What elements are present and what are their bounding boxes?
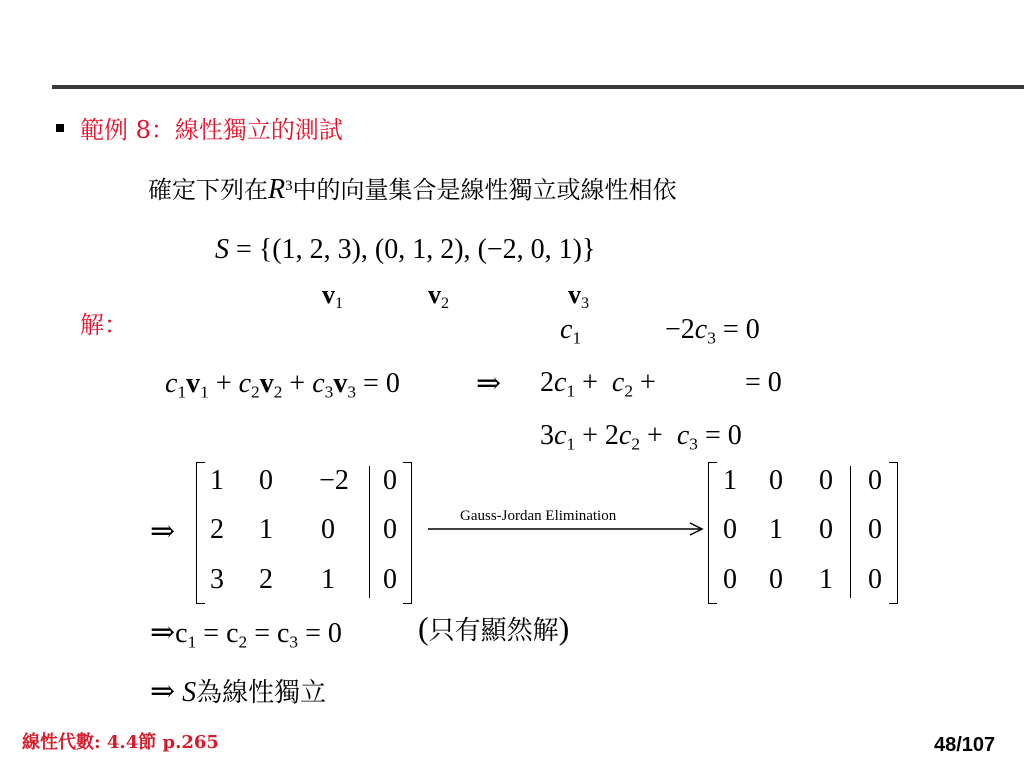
footer-page-number: 48/107	[934, 734, 996, 756]
matrix-cell: 0	[723, 514, 737, 545]
matrix-cell: 0	[868, 564, 882, 595]
matrix-cell: 0	[819, 514, 833, 545]
matrix-cell: 1	[259, 514, 273, 545]
matrix-cell: 0	[383, 465, 397, 496]
prompt-before: 確定下列在	[148, 176, 268, 204]
set-var: S	[215, 234, 229, 265]
set-eq-sign: =	[236, 234, 252, 265]
matrix-cell: 1	[321, 564, 335, 595]
footer-course-reference: 線性代數: 4.4節 p.265	[22, 732, 219, 753]
matrix-cell: 0	[819, 465, 833, 496]
augment-divider	[850, 466, 851, 598]
matrix-cell: 0	[383, 564, 397, 595]
matrix-cell: 0	[769, 465, 783, 496]
matrix-cell: 3	[210, 564, 224, 595]
system-row-2: $2c_1 + c_2$ +	[540, 367, 656, 401]
conclusion-independent: ⇒ S為線性獨立	[150, 675, 327, 708]
implies-arrow-2: ⇒	[150, 515, 176, 548]
conclusion-trivial: $\Rightarrow c_1 = c_2 = c_3 = 0$	[150, 616, 342, 652]
prompt-var: R	[268, 174, 286, 205]
set-equation	[215, 234, 595, 266]
matrix-cell: 1	[819, 564, 833, 595]
trivial-note: (只有顯然解)	[418, 610, 570, 646]
vector-label-3: $v_3$	[568, 280, 590, 313]
matrix-cell: 1	[723, 465, 737, 496]
problem-statement	[148, 170, 677, 206]
matrix-cell: 1	[210, 465, 224, 496]
set-vector-3: (−2, 0, 1)	[477, 234, 583, 265]
matrix-cell: 1	[769, 514, 783, 545]
vector-label-1: $v_1$	[322, 280, 344, 313]
matrix-cell: 0	[723, 564, 737, 595]
prompt-exp: 3	[285, 177, 293, 194]
implies-arrow-1: ⇒	[476, 367, 502, 400]
matrix-cell: 0	[868, 514, 882, 545]
set-lbrace: {	[258, 234, 273, 265]
system-row-2-rhs: = 0	[745, 367, 782, 398]
matrix-cell: −2	[319, 465, 349, 496]
set-rbrace: }	[582, 234, 596, 265]
set-vector-1: (1, 2, 3),	[272, 234, 368, 265]
system-row-3: $3c_1 + 2c_2 + c_3 = 0$	[540, 420, 742, 454]
matrix-cell: 0	[868, 465, 882, 496]
matrix-cell: 2	[210, 514, 224, 545]
solution-label: 解：	[80, 311, 128, 339]
bullet-square-icon	[56, 124, 64, 132]
system-row-1: $c_1$	[560, 314, 582, 348]
set-vector-2: (0, 1, 2),	[374, 234, 471, 265]
matrix-cell: 0	[769, 564, 783, 595]
matrix-cell: 0	[321, 514, 335, 545]
matrix-cell: 0	[383, 514, 397, 545]
header-rule	[52, 85, 1024, 89]
transform-arrow-icon	[428, 522, 710, 536]
vector-label-2: $v_2$	[428, 280, 450, 313]
matrix-cell: 0	[259, 465, 273, 496]
slide-title: 範例 8：線性獨立的測試	[80, 116, 343, 144]
prompt-after: 中的向量集合是線性獨立或線性相依	[292, 176, 677, 204]
linear-combination: $c_1v_1 + c_2v_2 + c_3v_3 = 0$	[165, 368, 400, 402]
matrix-cell: 2	[259, 564, 273, 595]
system-row-1-rhs: $-2c_3 = 0$	[665, 314, 760, 348]
elimination-label: Gauss-Jordan Elimination	[460, 508, 617, 524]
